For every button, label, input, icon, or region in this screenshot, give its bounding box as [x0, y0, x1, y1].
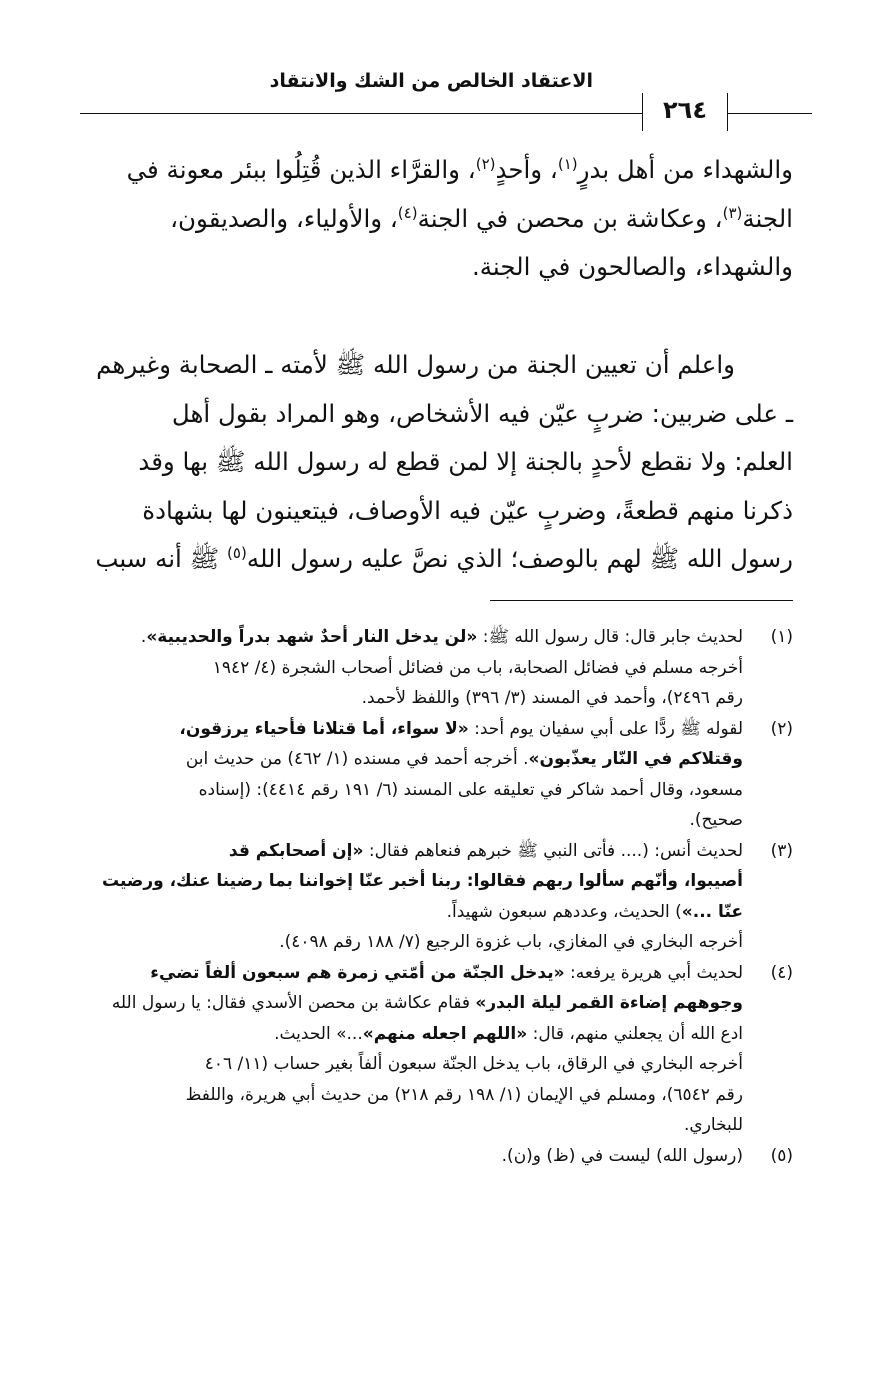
hadith-quote: «اللهم اجعله منهم»: [362, 1023, 528, 1044]
footnote-item: [81, 622, 793, 714]
footnote-text: صحيح).: [689, 810, 743, 830]
footnote-item: [81, 714, 793, 836]
hadith-quote: وجوههم إضاءة القمر ليلة البدر»: [475, 993, 743, 1013]
footnote-ref[interactable]: (١): [557, 154, 578, 173]
footnote-line: [81, 988, 743, 1019]
footnote-text: رقم ٢٤٩٦)، وأحمد في المسند (٣/ ٣٩٦) واللفظ لأحمد.: [361, 688, 743, 708]
body-line: ـ على ضربين: ضربٍ عيّن فيه الأشخاص، وهو المراد بقول أهل: [171, 398, 793, 428]
footnotes-section: [81, 622, 793, 1171]
footnote-line: [81, 836, 743, 867]
page-number-left-bar: [642, 93, 643, 131]
footnote-text: لحديث أنس: (.... فأتى النبي ﷺ خبرهم فنعاهم فقال:: [363, 840, 743, 861]
footnote-text: مسعود، وقال أحمد شاكر في تعليقه على المسند (٦/ ١٩١ رقم ٤٤١٤): (إسناده: [198, 779, 743, 800]
footnote-ref[interactable]: (٤): [397, 203, 418, 222]
footnote-item: [81, 836, 793, 958]
footnote-number: (١): [770, 627, 793, 647]
footnote-ref[interactable]: (٥): [227, 543, 247, 562]
footnote-number: (٥): [770, 1145, 793, 1166]
footnote-line: [81, 958, 743, 989]
footnote-text: رقم ٦٥٤٢)، ومسلم في الإيمان (١/ ١٩٨ رقم ٢١٨) من حديث أبي هريرة، واللفظ: [185, 1084, 743, 1105]
body-line: ذكرنا منهم قطعةً، وضربٍ عيّن فيه الأوصاف، فيتعينون لها بشهادة: [142, 495, 793, 525]
footnote-line: [81, 1080, 743, 1111]
footnote-text: (رسول الله) ليست في (ظ) و(ن).: [501, 1145, 743, 1166]
footnote-text: أخرجه البخاري في الرقاق، باب يدخل الجنّة سبعون ألفاً بغير حساب (١١/ ٤٠٦: [204, 1054, 743, 1074]
footnote-separator: [490, 600, 793, 601]
footnote-text: لقوله ﷺ ردًّا على أبي سفيان يوم أحد:: [468, 718, 743, 739]
footnote-text: ...» الحديث.: [274, 1023, 363, 1044]
header-rule-right: [727, 113, 812, 114]
footnote-line: [81, 622, 743, 653]
footnote-line: [81, 1049, 743, 1080]
hadith-quote: وقتلاكم في النّار يعذّبون»: [528, 749, 743, 769]
hadith-quote: أصيبوا، وأنّهم سألوا ربهم فقالوا: ربنا أخبر عنّا إخواننا بما رضينا عنك، ورضيت: [101, 871, 743, 891]
body-line: والشهداء، والصالحون في الجنة.: [472, 252, 793, 281]
footnote-item: [81, 958, 793, 1141]
footnote-line: [81, 927, 743, 958]
body-paragraph-1: [81, 146, 793, 292]
footnote-text: للبخاري.: [683, 1115, 743, 1135]
footnote-line: [81, 683, 743, 714]
footnote-line: [81, 1141, 743, 1172]
body-line: الجنة$^{(٣)}$، وعكاشة بن محصن في الجنة$^{(٤)}$، والأولياء، والصديقون،: [170, 203, 793, 233]
footnote-text: أخرجه البخاري في المغازي، باب غزوة الرجيع (٧/ ١٨٨ رقم ٤٠٩٨).: [279, 932, 743, 952]
hadith-quote: عنّا ...»: [681, 901, 743, 922]
hadith-quote: «لا سواء، أما قتلانا فأحياء يرزقون،: [179, 718, 469, 739]
footnote-line: [81, 897, 743, 928]
footnote-line: [81, 1110, 743, 1141]
running-header-title: الاعتقاد الخالص من الشك والانتقاد: [269, 70, 593, 92]
footnote-text: لحديث جابر قال: قال رسول الله ﷺ:: [477, 627, 743, 647]
footnote-line: [81, 714, 743, 745]
footnote-line: [81, 744, 743, 775]
body-line: واعلم أن تعيين الجنة من رسول الله ﷺ لأمته ـ الصحابة وغيرهم: [96, 350, 735, 379]
page-number-right-bar: [727, 93, 728, 131]
footnote-text: أخرجه مسلم في فضائل الصحابة، باب من فضائل أصحاب الشجرة (٤/ ١٩٤٢: [212, 657, 743, 678]
footnote-line: [81, 1019, 743, 1050]
footnote-number: (٤): [770, 962, 793, 983]
footnote-line: [81, 775, 743, 806]
footnote-text: .: [140, 627, 147, 647]
footnote-line: [81, 866, 743, 897]
footnote-text: ) الحديث، وعددهم سبعون شهيداً.: [446, 901, 682, 922]
hadith-quote: «إن أصحابكم قد: [228, 840, 364, 861]
hadith-quote: «لن يدخل النار أحدٌ شهد بدراً والحديبية»: [146, 627, 478, 647]
body-line: رسول الله ﷺ لهم بالوصف؛ الذي نصَّ عليه رسول الله$^{(٥)}$ ﷺ أنه سبب: [95, 543, 793, 573]
footnote-ref[interactable]: (٢): [475, 154, 496, 173]
footnote-number: (٣): [770, 840, 793, 861]
body-line: والشهداء من أهل بدرٍ$^{(١)}$، وأحدٍ$^{(٢)}$، والقرَّاء الذين قُتِلُوا ببئر معونة في: [126, 154, 793, 184]
footnote-text: . أخرجه أحمد في مسنده (١/ ٤٦٢) من حديث ابن: [185, 749, 529, 769]
body-line: العلم: ولا نقطع لأحدٍ بالجنة إلا لمن قطع له رسول الله ﷺ بها وقد: [138, 447, 793, 476]
footnote-item: [81, 1141, 793, 1172]
header-rule: [80, 113, 642, 114]
hadith-quote: «يدخل الجنّة من أمّتي زمرة هم سبعون ألفاً تضيء: [150, 962, 565, 983]
footnote-line: [81, 653, 743, 684]
footnote-text: فقام عكاشة بن محصن الأسدي فقال: يا رسول الله: [111, 993, 476, 1013]
footnote-line: [81, 805, 743, 836]
footnote-text: لحديث أبي هريرة يرفعه:: [564, 962, 743, 983]
page-number: ٢٦٤: [663, 96, 707, 124]
footnote-number: (٢): [770, 718, 793, 739]
footnote-text: ادع الله أن يجعلني منهم، قال:: [527, 1023, 743, 1044]
footnote-ref[interactable]: (٣): [722, 203, 743, 222]
body-paragraph-2: [81, 341, 793, 584]
